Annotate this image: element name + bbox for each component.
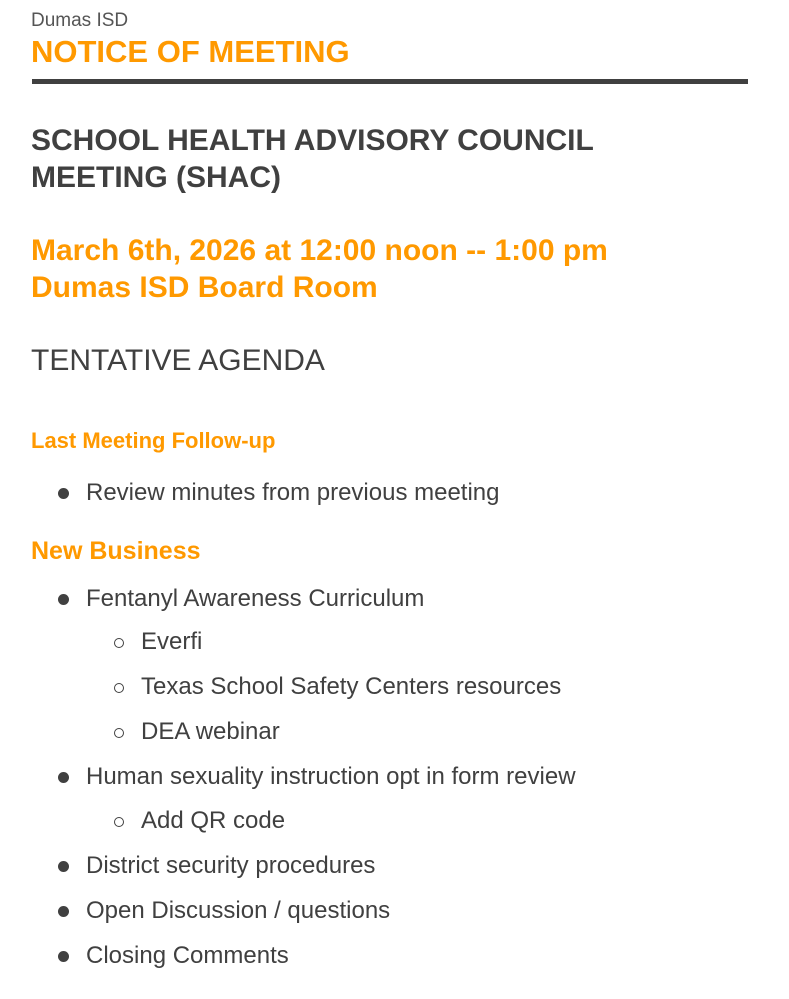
list-item: Fentanyl Awareness Curriculum bbox=[86, 585, 425, 612]
meeting-title bbox=[31, 122, 594, 196]
circle-bullet-icon bbox=[114, 638, 124, 648]
organization-name: Dumas ISD bbox=[31, 10, 129, 31]
bullet-icon bbox=[58, 594, 69, 605]
circle-bullet-icon bbox=[114, 817, 124, 827]
list-item: Review minutes from previous meeting bbox=[86, 479, 500, 506]
bullet-icon bbox=[58, 772, 69, 783]
section-heading: New Business bbox=[31, 537, 201, 565]
list-item: DEA webinar bbox=[141, 718, 280, 745]
list-item: District security procedures bbox=[86, 852, 376, 879]
list-item: Open Discussion / questions bbox=[86, 897, 391, 924]
meeting-details bbox=[31, 232, 608, 306]
list-item: Human sexuality instruction opt in form review bbox=[86, 763, 576, 790]
bullet-icon bbox=[58, 861, 69, 872]
meeting-datetime: March 6th, 2026 at 12:00 noon -- 1:00 pm bbox=[31, 234, 608, 267]
bullet-icon bbox=[58, 951, 69, 962]
list-item: Texas School Safety Centers resources bbox=[141, 673, 562, 700]
meeting-location: Dumas ISD Board Room bbox=[31, 271, 378, 304]
divider bbox=[32, 79, 748, 84]
meeting-title-line: MEETING (SHAC) bbox=[31, 161, 281, 194]
bullet-icon bbox=[58, 906, 69, 917]
section-heading: Last Meeting Follow-up bbox=[31, 428, 276, 453]
agenda-heading: TENTATIVE AGENDA bbox=[31, 344, 325, 377]
list-item: Add QR code bbox=[141, 807, 286, 834]
circle-bullet-icon bbox=[114, 683, 124, 693]
list-item: Everfi bbox=[141, 628, 203, 655]
meeting-title-line: SCHOOL HEALTH ADVISORY COUNCIL bbox=[31, 124, 594, 157]
list-item: Closing Comments bbox=[86, 942, 289, 969]
bullet-icon bbox=[58, 488, 69, 499]
notice-heading: NOTICE OF MEETING bbox=[31, 34, 350, 69]
circle-bullet-icon bbox=[114, 728, 124, 738]
